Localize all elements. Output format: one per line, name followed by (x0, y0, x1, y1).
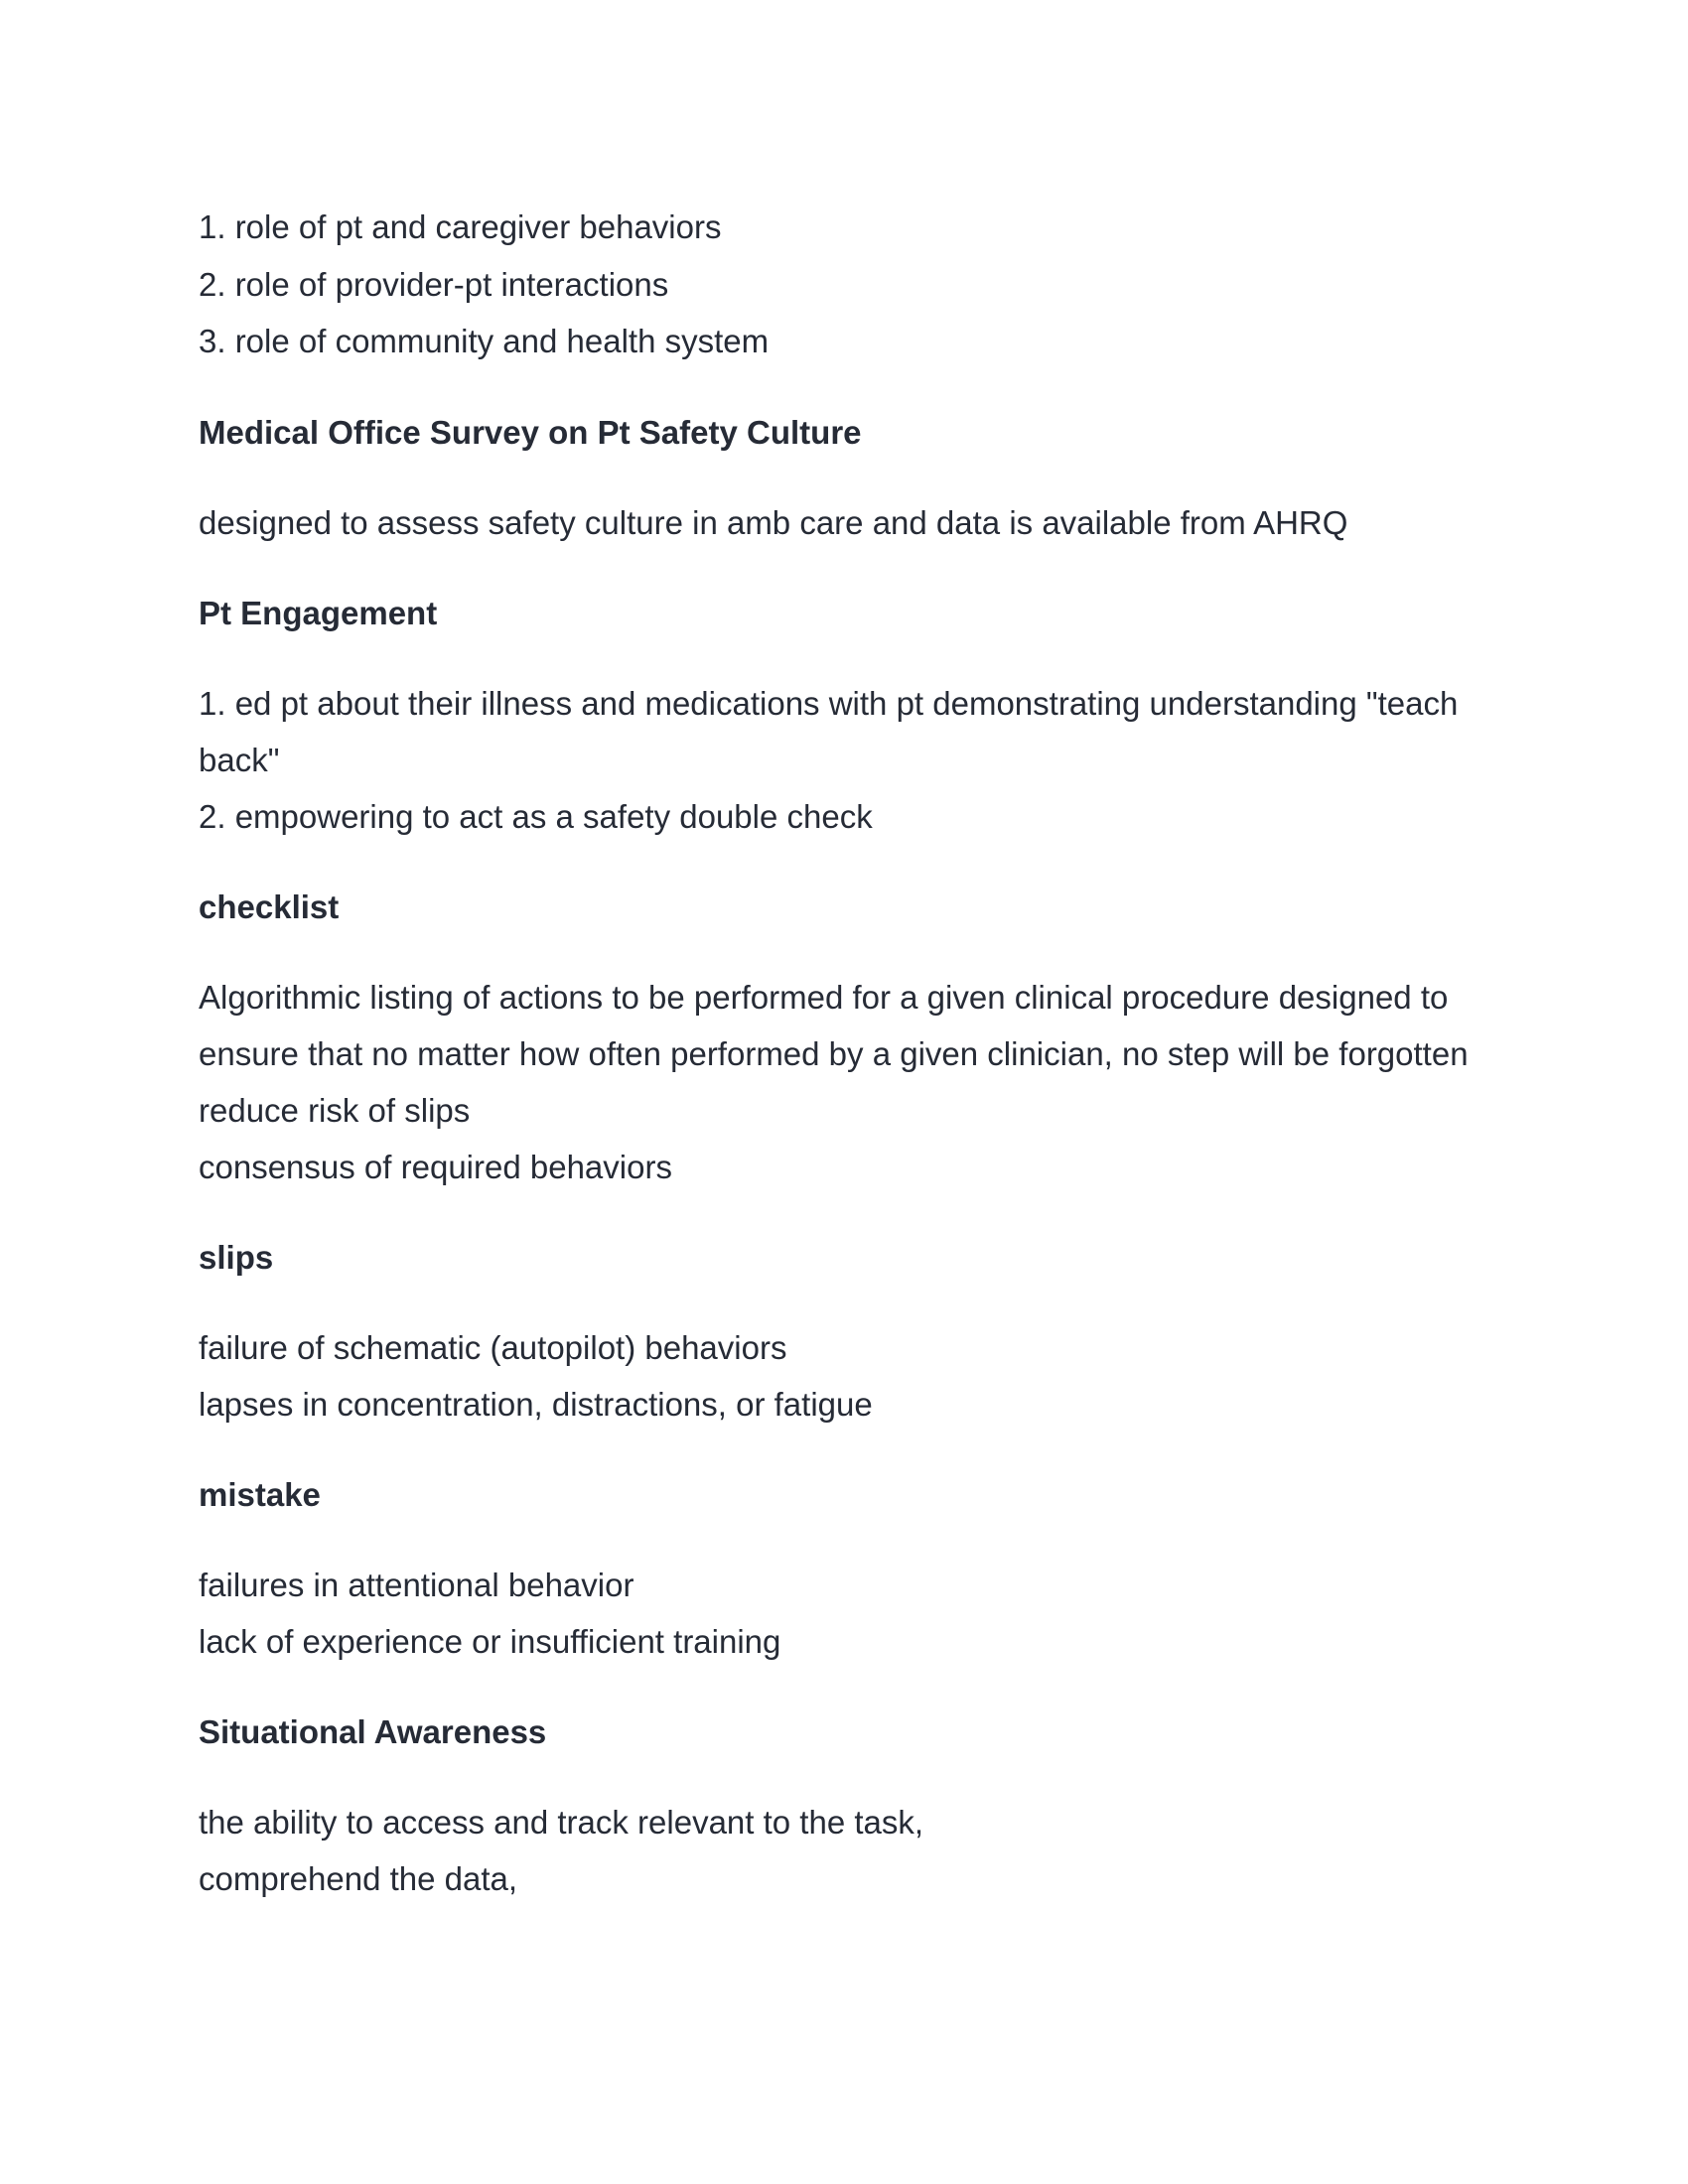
intro-item: 3. role of community and health system (199, 323, 770, 359)
definition-line: the ability to access and track relevant to the task, (199, 1803, 924, 1841)
term-heading: slips (199, 1238, 274, 1276)
section-slips (199, 1229, 1489, 1433)
section-situational-awareness (199, 1704, 1489, 1907)
definition-line: ensure that no matter how often performed by a given clinician, no step will be forgotten (199, 1034, 1469, 1072)
section-checklist (199, 879, 1489, 1195)
intro-list (199, 199, 1489, 370)
term-heading: mistake (199, 1475, 321, 1513)
definition (199, 1557, 1489, 1670)
document-page (199, 199, 1489, 1907)
definition-line: consensus of required behaviors (199, 1148, 672, 1185)
intro-item: 2. role of provider-pt interactions (199, 265, 669, 303)
definition (199, 675, 1489, 845)
definition-line: 1. ed pt about their illness and medications with pt demonstrating understanding "teach (199, 684, 1459, 722)
definition-line: failures in attentional behavior (199, 1566, 634, 1603)
term-heading: Pt Engagement (199, 594, 438, 631)
term-heading: Situational Awareness (199, 1712, 547, 1750)
definition-line: comprehend the data, (199, 1859, 518, 1897)
definition-line: failure of schematic (autopilot) behaviors (199, 1328, 787, 1366)
intro-item: 1. role of pt and caregiver behaviors (199, 208, 722, 245)
definition-line: Algorithmic listing of actions to be performed for a given clinical procedure designed to (199, 978, 1449, 1016)
term-heading: Medical Office Survey on Pt Safety Culture (199, 413, 862, 451)
definition (199, 1794, 1489, 1907)
definition (199, 494, 1489, 551)
definition-line: reduce risk of slips (199, 1091, 471, 1129)
definition (199, 1319, 1489, 1433)
definition-line: designed to assess safety culture in amb care and data is available from AHRQ (199, 503, 1348, 541)
term-heading: checklist (199, 887, 340, 925)
definition (199, 969, 1489, 1195)
definition-line: back" (199, 741, 280, 778)
section-mistake (199, 1466, 1489, 1670)
definition-line: 2. empowering to act as a safety double check (199, 797, 873, 835)
section-pt-engagement (199, 585, 1489, 845)
section-medical-office-survey (199, 404, 1489, 551)
definition-line: lapses in concentration, distractions, or fatigue (199, 1385, 873, 1423)
definition-line: lack of experience or insufficient training (199, 1622, 781, 1660)
